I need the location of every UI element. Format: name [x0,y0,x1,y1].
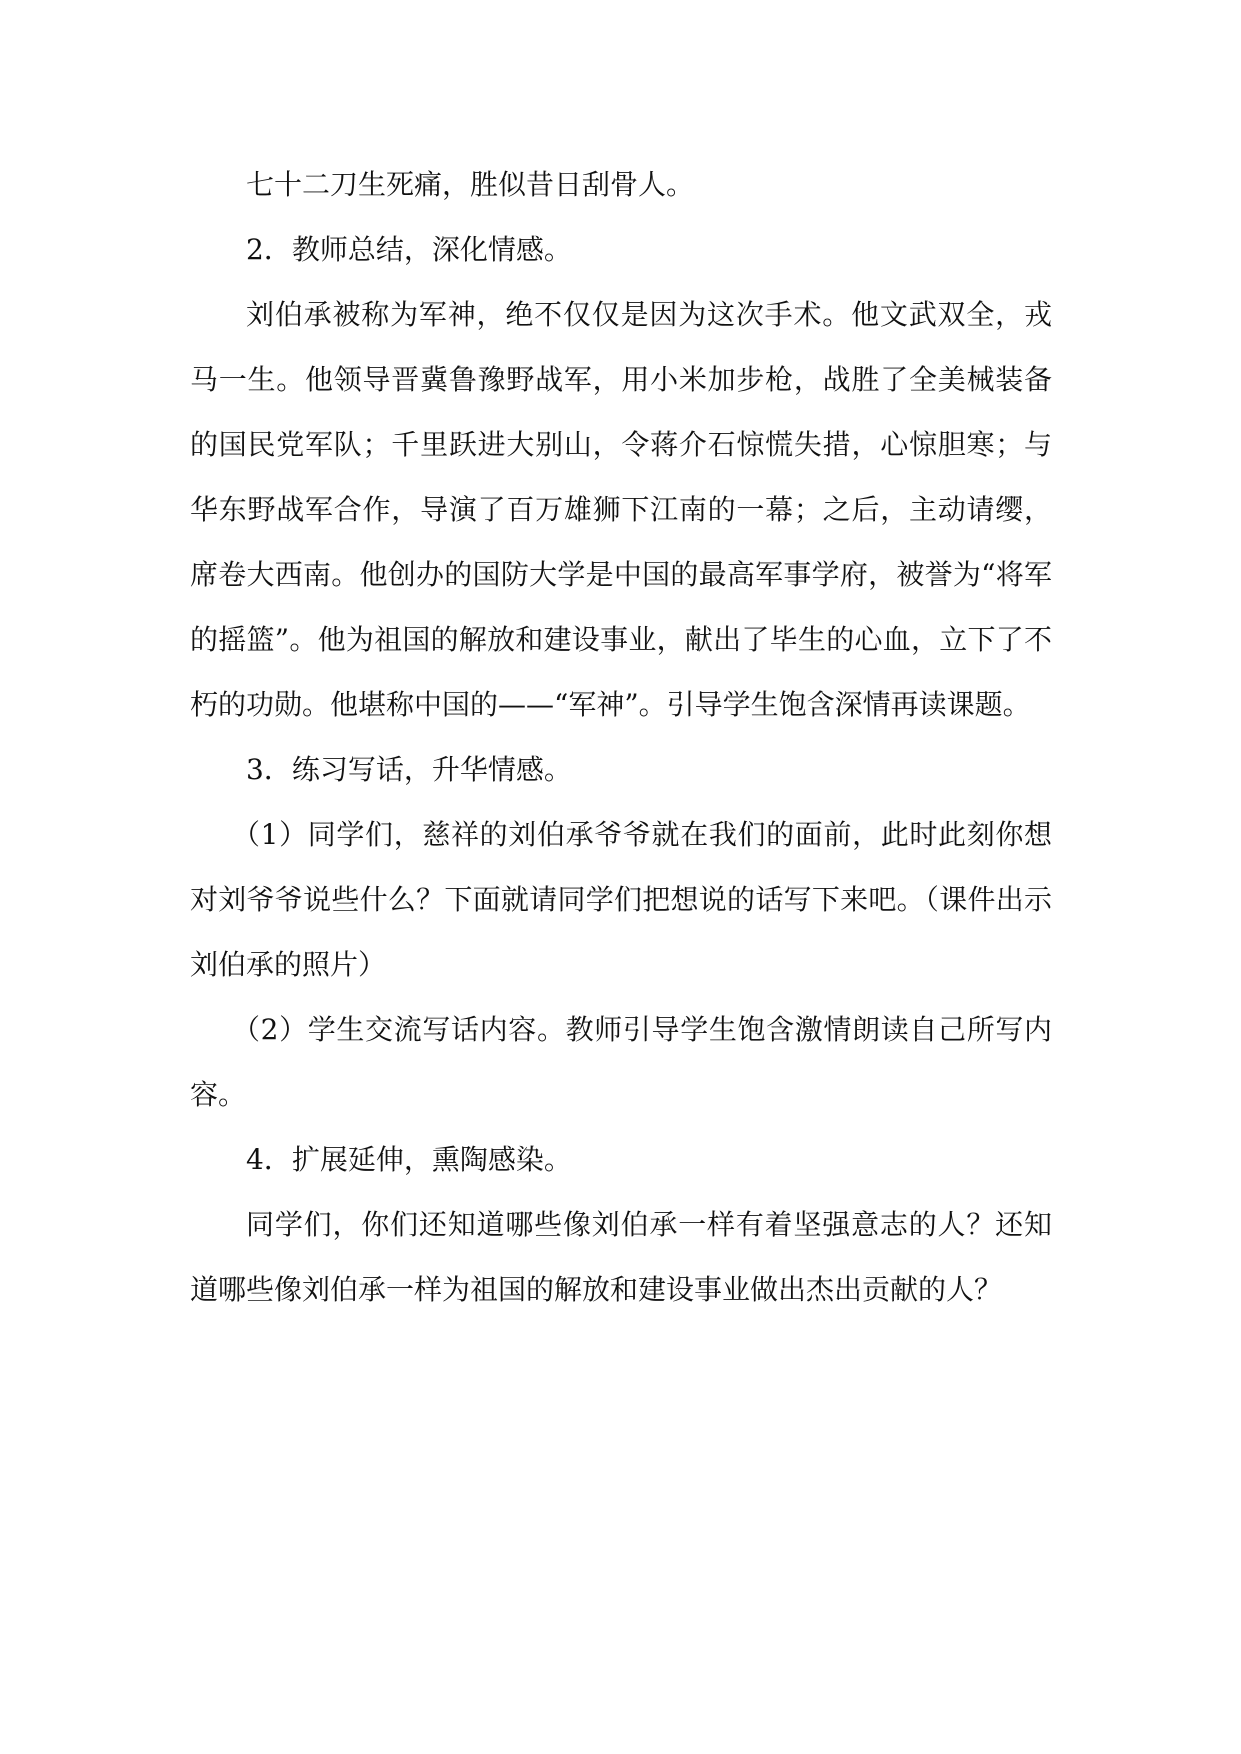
closing-paragraph: 同学们，你们还知道哪些像刘伯承一样有着坚强意志的人？还知道哪些像刘伯承一样为祖国的解放和建设事业做出杰出贡献的人？ [190,1208,1052,1306]
body-paragraph: 刘伯承被称为军神，绝不仅仅是因为这次手术。他文武双全，戎马一生。他领导晋冀鲁豫野战军，用小米加步枪，战胜了全美械装备的国民党军队；千里跃进大别山，令蒋介石惊慌失措，心惊胆寒；与华东野战军合作，导演了百万雄狮下江南的一幕；之后，主动请缨，席卷大西南。他创办的国防大学是中国的最高军事学府，被誉为“将军的摇篮”。他为祖国的解放和建设事业，献出了毕生的心血，立下了不朽的功勋。他堪称中国的——“军神”。引导学生饱含深情再读课题。 [190,298,1052,721]
sub-item-1: （1）同学们，慈祥的刘伯承爷爷就在我们的面前，此时此刻你想对刘爷爷说些什么？下面就请同学们把想说的话写下来吧。（课件出示刘伯承的照片） [190,818,1052,981]
poem-line: 七十二刀生死痛，胜似昔日刮骨人。 [246,168,695,201]
section-heading-2: 2．教师总结，深化情感。 [246,233,572,266]
section-heading-4: 4．扩展延伸，熏陶感染。 [246,1143,572,1176]
section-heading-3: 3．练习写话，升华情感。 [246,753,572,786]
document-body [190,152,1052,1322]
sub-item-2: （2）学生交流写话内容。教师引导学生饱含激情朗读自己所写内容。 [190,1013,1052,1111]
